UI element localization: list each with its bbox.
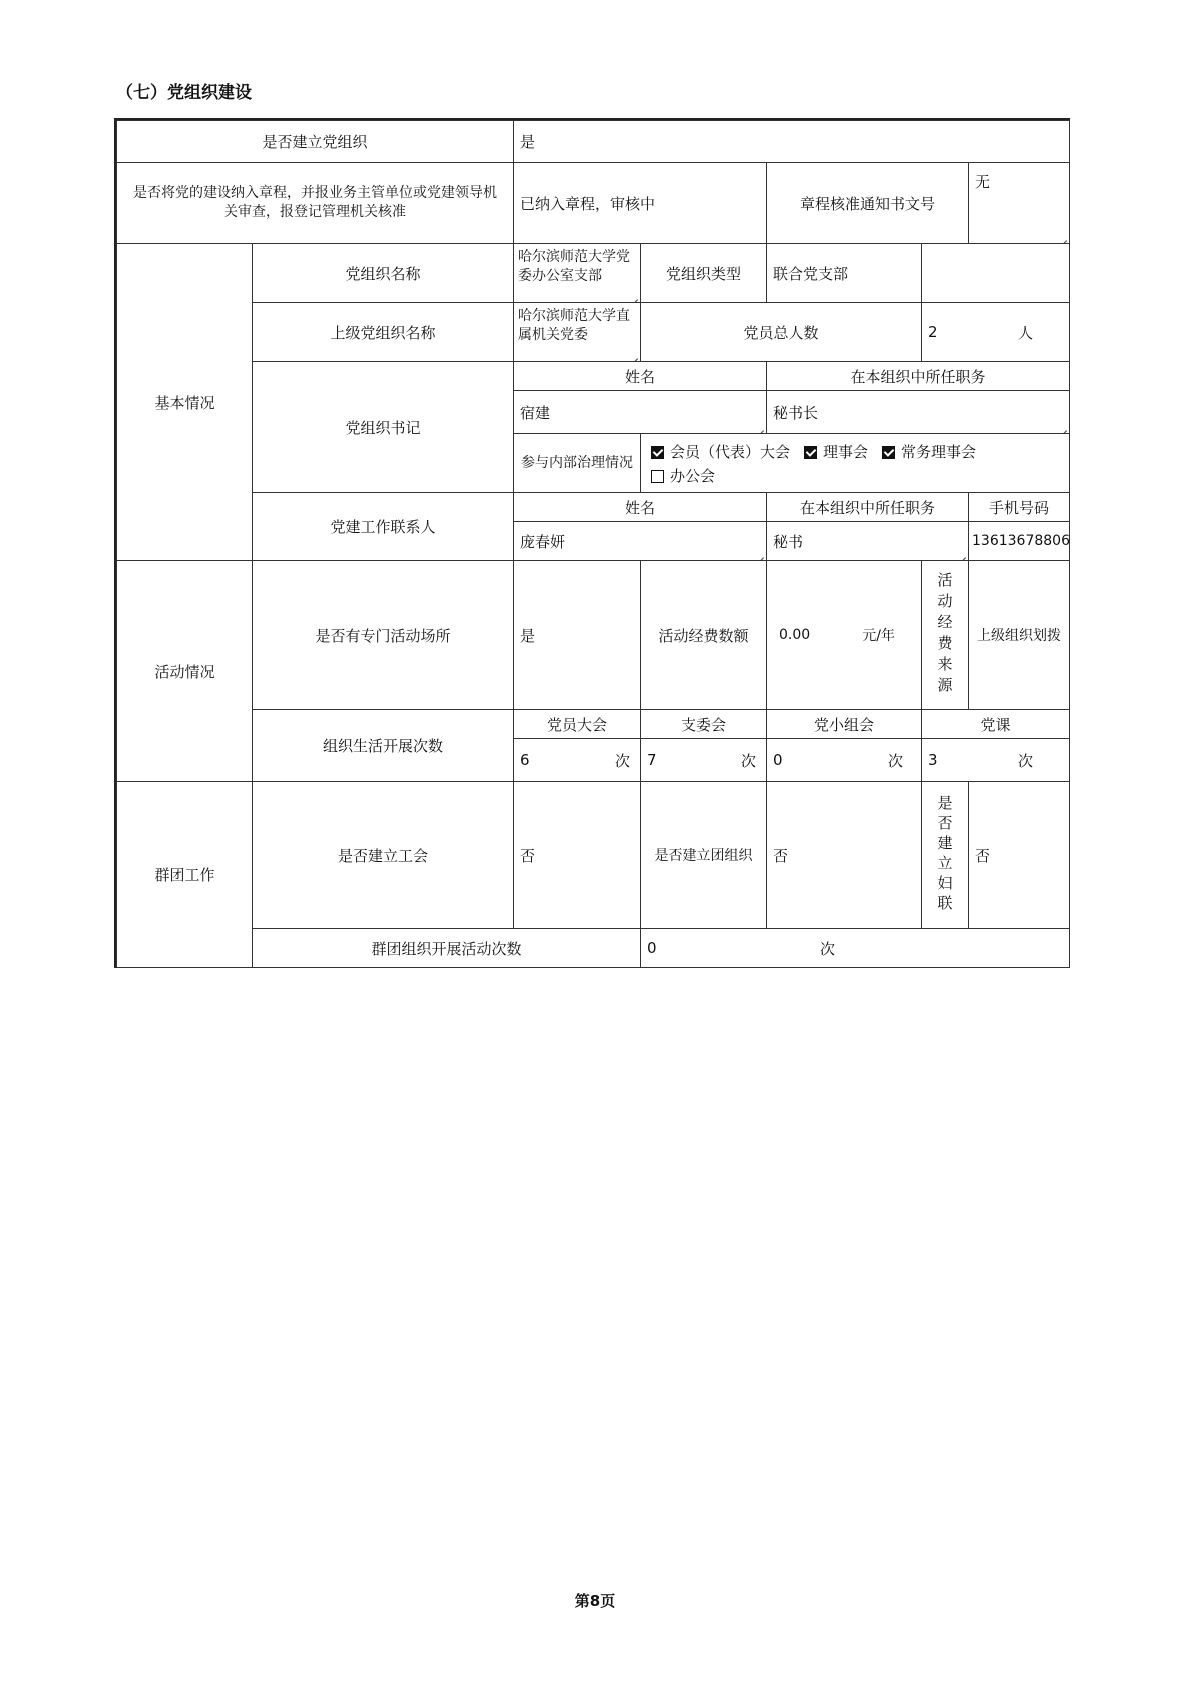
charter-inclusion-value[interactable]: 已纳入章程，审核中 bbox=[513, 162, 767, 244]
funds-unit: 元/年 bbox=[862, 628, 895, 644]
org-life-header-committee: 支委会 bbox=[640, 709, 767, 739]
section-title: （七）党组织建设 bbox=[116, 83, 252, 103]
venue-label: 是否有专门活动场所 bbox=[252, 560, 514, 710]
count-value: 7 bbox=[647, 751, 657, 769]
union-value[interactable]: 否 bbox=[513, 781, 641, 929]
count-value: 0 bbox=[773, 751, 783, 769]
org-life-header-lecture: 党课 bbox=[921, 709, 1070, 739]
governance-option-label: 理事会 bbox=[823, 443, 869, 461]
page-number: 第8页 bbox=[574, 1592, 616, 1610]
mass-activities-label: 群团组织开展活动次数 bbox=[252, 928, 641, 968]
secretary-name-header: 姓名 bbox=[513, 361, 767, 391]
union-label: 是否建立工会 bbox=[252, 781, 514, 929]
secretary-role-value[interactable] bbox=[766, 390, 1070, 434]
contact-phone-header: 手机号码 bbox=[968, 492, 1070, 522]
mass-activities-value[interactable] bbox=[640, 928, 1070, 968]
count-unit: 次 bbox=[740, 751, 756, 770]
governance-option-assembly[interactable] bbox=[651, 443, 790, 461]
count-unit: 次 bbox=[819, 939, 835, 958]
org-life-count-lecture[interactable] bbox=[921, 738, 1070, 782]
org-type-value[interactable]: 联合党支部 bbox=[766, 243, 922, 303]
charter-doc-number-text: 无 bbox=[975, 173, 991, 191]
parent-org-value[interactable] bbox=[513, 302, 641, 362]
checkbox-unchecked-icon bbox=[651, 470, 664, 483]
resize-handle-icon bbox=[630, 351, 638, 359]
secretary-name-text: 宿建 bbox=[520, 403, 551, 422]
org-life-count-committee[interactable] bbox=[640, 738, 767, 782]
org-name-value[interactable] bbox=[513, 243, 641, 303]
count-unit: 次 bbox=[1017, 751, 1033, 770]
womens-federation-label: 是否建立妇联 bbox=[921, 781, 969, 929]
contact-role-header: 在本组织中所任职务 bbox=[766, 492, 969, 522]
secretary-role-header: 在本组织中所任职务 bbox=[766, 361, 1070, 391]
governance-label: 参与内部治理情况 bbox=[513, 433, 641, 493]
funds-label: 活动经费数额 bbox=[640, 560, 767, 710]
has-party-org-label: 是否建立党组织 bbox=[116, 120, 514, 163]
venue-value[interactable]: 是 bbox=[513, 560, 641, 710]
contact-label: 党建工作联系人 bbox=[252, 492, 514, 561]
charter-inclusion-label: 是否将党的建设纳入章程，并报业务主管单位或党建领导机关审查，报登记管理机关核准 bbox=[116, 162, 514, 244]
parent-org-label: 上级党组织名称 bbox=[252, 302, 514, 362]
youth-league-label: 是否建立团组织 bbox=[640, 781, 767, 929]
org-life-label: 组织生活开展次数 bbox=[252, 709, 514, 782]
checkbox-checked-icon bbox=[804, 446, 817, 459]
governance-option-label: 办公会 bbox=[670, 467, 716, 485]
contact-role-value[interactable] bbox=[766, 521, 969, 561]
count-value: 3 bbox=[928, 751, 938, 769]
count-unit: 次 bbox=[614, 751, 630, 770]
governance-option-office-meeting[interactable] bbox=[651, 467, 715, 485]
secretary-label: 党组织书记 bbox=[252, 361, 514, 493]
org-name-label: 党组织名称 bbox=[252, 243, 514, 303]
contact-name-text: 庞春妍 bbox=[520, 532, 566, 551]
org-life-count-assembly[interactable] bbox=[513, 738, 641, 782]
member-count-number: 2 bbox=[928, 323, 938, 341]
resize-handle-icon bbox=[630, 292, 638, 300]
resize-handle-icon bbox=[756, 550, 764, 558]
org-life-count-group[interactable] bbox=[766, 738, 922, 782]
org-life-header-assembly: 党员大会 bbox=[513, 709, 641, 739]
has-party-org-value[interactable]: 是 bbox=[513, 120, 1070, 163]
parent-org-text: 哈尔滨师范大学直属机关党委 bbox=[518, 308, 630, 343]
checkbox-checked-icon bbox=[882, 446, 895, 459]
contact-name-value[interactable] bbox=[513, 521, 767, 561]
resize-handle-icon bbox=[1059, 233, 1067, 241]
governance-options bbox=[640, 433, 1070, 493]
mass-work-group-label: 群团工作 bbox=[116, 781, 253, 968]
funds-source-label: 活动经费来源 bbox=[921, 560, 969, 710]
charter-doc-number-label: 章程核准通知书文号 bbox=[766, 162, 969, 244]
org-life-header-group: 党小组会 bbox=[766, 709, 922, 739]
charter-doc-number-value[interactable] bbox=[968, 162, 1070, 244]
activity-group-label: 活动情况 bbox=[116, 560, 253, 782]
governance-option-standing-council[interactable] bbox=[882, 443, 976, 461]
party-building-form bbox=[114, 118, 1070, 968]
funds-amount: 0.00 bbox=[779, 627, 811, 643]
secretary-role-text: 秘书长 bbox=[773, 403, 819, 422]
governance-option-council[interactable] bbox=[804, 443, 868, 461]
member-count-unit: 人 bbox=[1017, 323, 1033, 342]
resize-handle-icon bbox=[756, 423, 764, 431]
governance-option-label: 常务理事会 bbox=[901, 443, 977, 461]
secretary-name-value[interactable] bbox=[513, 390, 767, 434]
resize-handle-icon bbox=[958, 550, 966, 558]
member-count-label: 党员总人数 bbox=[640, 302, 922, 362]
funds-value[interactable] bbox=[766, 560, 922, 710]
org-type-label: 党组织类型 bbox=[640, 243, 767, 303]
member-count-value[interactable] bbox=[921, 302, 1070, 362]
count-unit: 次 bbox=[887, 751, 903, 770]
count-value: 0 bbox=[647, 939, 657, 957]
contact-phone-value[interactable]: 13613678806 bbox=[968, 521, 1070, 561]
count-value: 6 bbox=[520, 751, 530, 769]
funds-source-value[interactable]: 上级组织划拨 bbox=[968, 560, 1070, 710]
youth-league-value[interactable]: 否 bbox=[766, 781, 922, 929]
contact-name-header: 姓名 bbox=[513, 492, 767, 522]
contact-role-text: 秘书 bbox=[773, 532, 804, 551]
org-type-extra bbox=[921, 243, 1070, 303]
checkbox-checked-icon bbox=[651, 446, 664, 459]
governance-option-label: 会员（代表）大会 bbox=[670, 443, 791, 461]
basic-info-group-label: 基本情况 bbox=[116, 243, 253, 561]
resize-handle-icon bbox=[1059, 423, 1067, 431]
womens-federation-value[interactable]: 否 bbox=[968, 781, 1070, 929]
org-name-text: 哈尔滨师范大学党委办公室支部 bbox=[518, 249, 630, 284]
